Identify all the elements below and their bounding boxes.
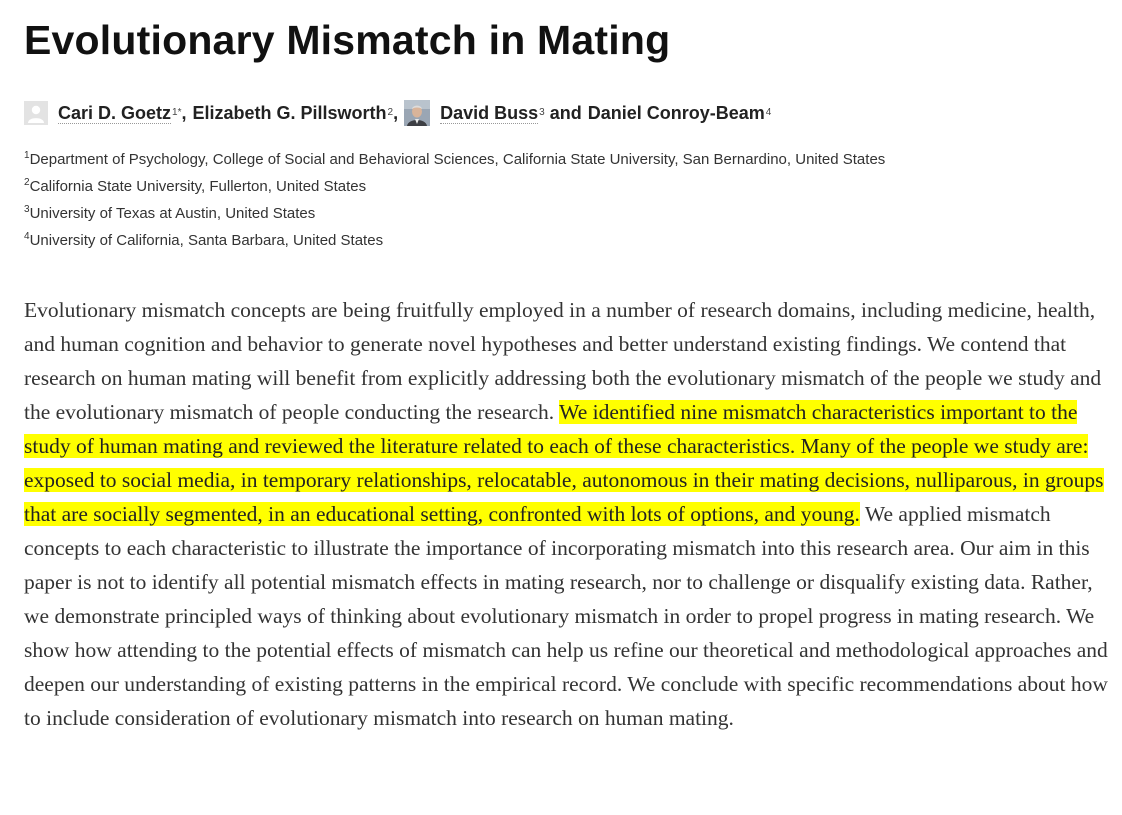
affiliation-item: $^4$University of California, Santa Barbara, United States xyxy=(24,231,384,249)
author-list: Cari D. Goetz 1* , Elizabeth G. Pillsworth 2 , David Buss 3 and Daniel Conroy-Beam 4 xyxy=(24,100,1110,126)
abstract-highlighted-text: We identified nine mismatch characteristics important to the study of human mating and reviewed the literature related to each of these characteristics. Many of the people we study are: exposed to social media, in temporary relationships, relocatable, autonomous in their mating decisions, nulliparous, in groups that are socially segmented, in an educational setting, confronted with lots of options, and young. xyxy=(24,400,1104,526)
author-name-conroy-beam: Daniel Conroy-Beam xyxy=(587,103,765,123)
abstract-text-end: We applied mismatch concepts to each characteristic to illustrate the importance of incorporating mismatch into this research area. Our aim in this paper is not to identify all potential mismatch effects in mating research, nor to challenge or disqualify existing data. Rather, we demonstrate principled ways of thinking about evolutionary mismatch in order to propel progress in mating research. We show how attending to the potential effects of mismatch can help us refine our theoretical and methodological approaches and deepen our understanding of existing patterns in the empirical record. We conclude with specific recommendations about how to include consideration of evolutionary mismatch into research on human mating. xyxy=(24,502,1108,730)
author-photo-avatar[interactable] xyxy=(404,100,430,126)
abstract-text-start: Evolutionary mismatch concepts are being fruitfully employed in a number of research domains, including medicine, health, and human cognition and behavior to generate novel hypotheses and better understand existing findings. We contend that research on human mating will benefit from explicitly addressing both the evolutionary mismatch of the people we study and the evolutionary mismatch of people conducting the research. xyxy=(24,298,1102,424)
author-separator: and xyxy=(549,103,582,123)
abstract-paragraph xyxy=(24,293,1110,735)
author-name-pillsworth: Elizabeth G. Pillsworth xyxy=(192,103,387,123)
affiliation-item: $^2$California State University, Fullerton, United States xyxy=(24,177,367,195)
author-separator: , xyxy=(393,103,399,123)
author-link-goetz[interactable]: Cari D. Goetz xyxy=(58,102,172,123)
article-page xyxy=(24,0,1110,757)
affiliation-list xyxy=(24,146,1110,254)
avatar-placeholder-icon[interactable] xyxy=(24,101,48,125)
author-separator: , xyxy=(181,103,187,123)
article-title: Evolutionary Mismatch in Mating xyxy=(24,17,671,63)
affiliation-item: $^3$University of Texas at Austin, United States xyxy=(24,204,316,222)
author-link-buss[interactable]: David Buss xyxy=(440,102,539,123)
affiliation-item: $^1$Department of Psychology, College of Social and Behavioral Sciences, California State University, San Bernardino, United States xyxy=(24,150,886,168)
